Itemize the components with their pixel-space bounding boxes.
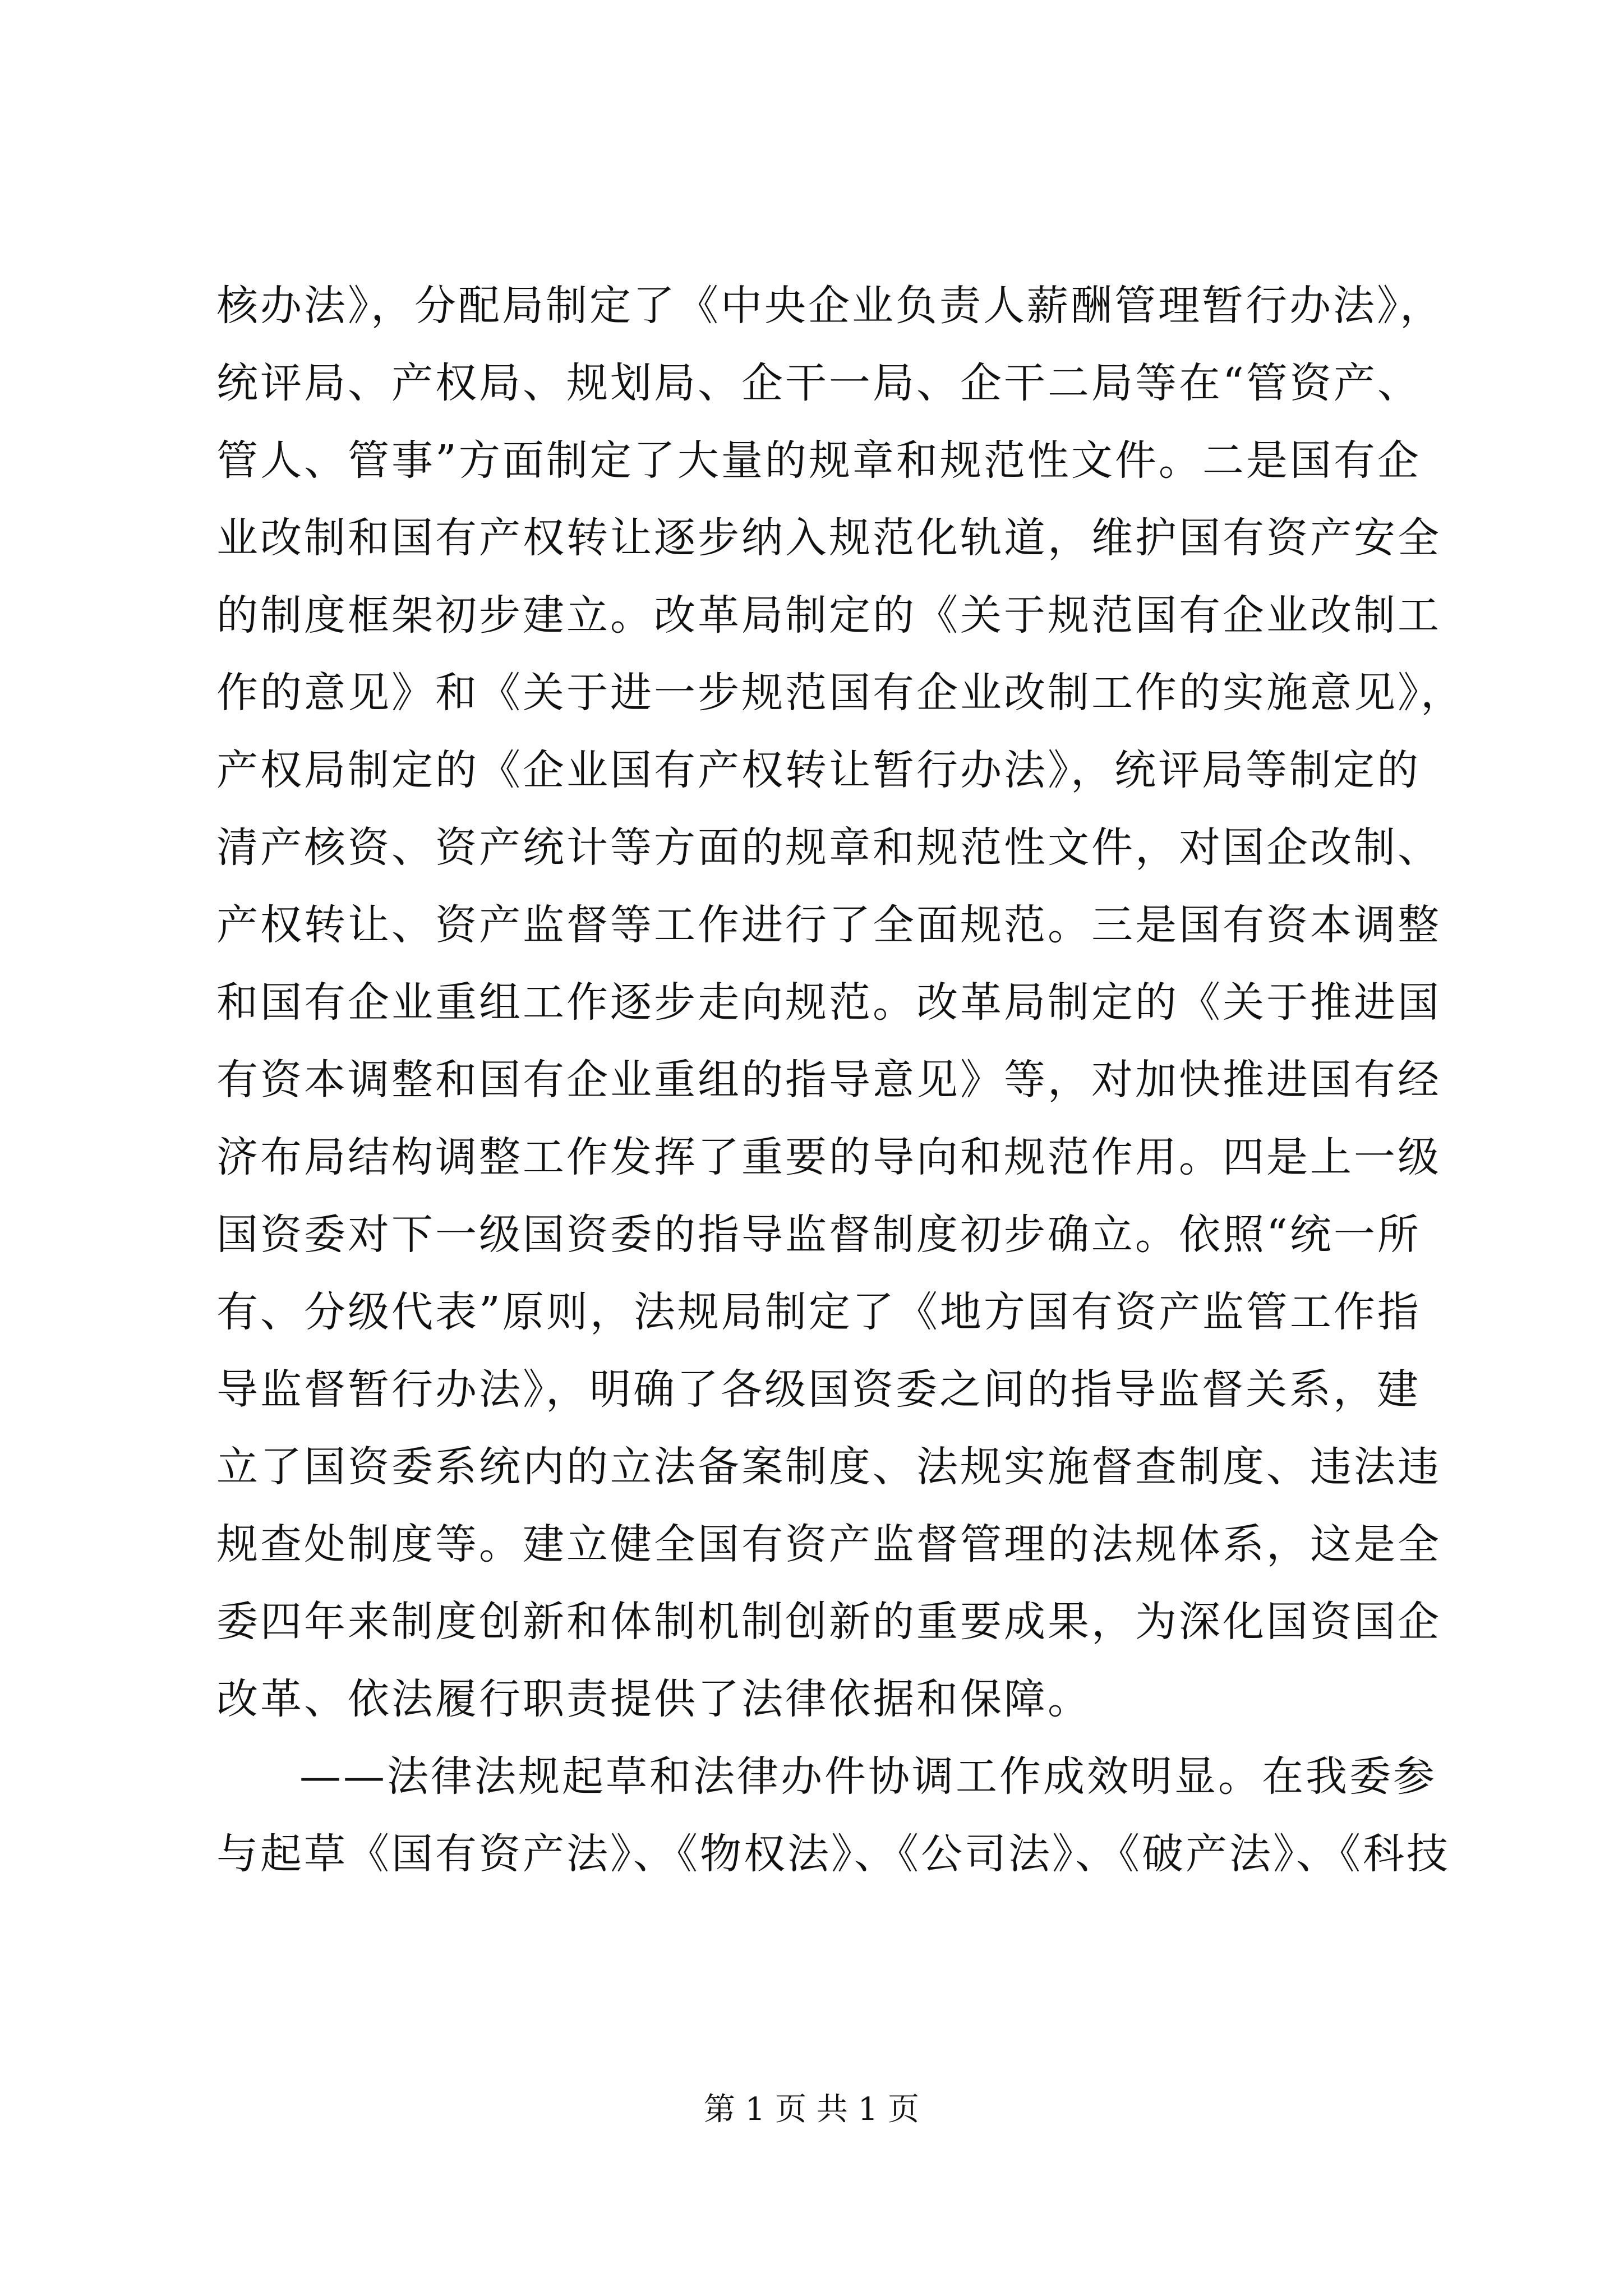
- text-line: 委四年来制度创新和体制机制创新的重要成果，为深化国资国企: [216, 1598, 1441, 1646]
- text-line: 导监督暂行办法》，明确了各级国资委之间的指导监督关系，建: [216, 1365, 1421, 1414]
- text-line: 作的意见》和《关于进一步规范国有企业改制工作的实施意见》，: [216, 669, 1464, 717]
- text-line: 产权转让、资产监督等工作进行了全面规范。三是国有资本调整: [216, 901, 1441, 949]
- body-text: [216, 267, 1464, 1893]
- text-line: 改革、依法履行职责提供了法律依据和保障。: [216, 1675, 1091, 1723]
- text-line: 立了国资委系统内的立法备案制度、法规实施督查制度、违法违: [216, 1443, 1441, 1491]
- text-line: 业改制和国有产权转让逐步纳入规范化轨道，维护国有资产安全: [216, 514, 1441, 562]
- text-line: 与起草《国有资产法》、《物权法》、《公司法》、《破产法》、《科技: [216, 1830, 1450, 1878]
- text-line: 和国有企业重组工作逐步走向规范。改革局制定的《关于推进国: [216, 978, 1441, 1027]
- text-line: 管人、管事”方面制定了大量的规章和规范性文件。二是国有企: [216, 436, 1421, 485]
- page-number: 第 1 页 共 1 页: [703, 2091, 920, 2128]
- text-line: 国资委对下一级国资委的指导监督制度初步确立。依照“统一所: [216, 1211, 1421, 1259]
- text-line: 济布局结构调整工作发挥了重要的导向和规范作用。四是上一级: [216, 1133, 1441, 1181]
- text-line: 产权局制定的《企业国有产权转让暂行办法》，统评局等制定的: [216, 746, 1421, 794]
- text-line: 统评局、产权局、规划局、企干一局、企干二局等在“管资产、: [216, 359, 1421, 407]
- text-line: 的制度框架初步建立。改革局制定的《关于规范国有企业改制工: [216, 591, 1441, 639]
- page-footer: [0, 2090, 1623, 2129]
- text-line: 有资本调整和国有企业重组的指导意见》等，对加快推进国有经: [216, 1056, 1441, 1104]
- text-line: 清产核资、资产统计等方面的规章和规范性文件，对国企改制、: [216, 823, 1441, 872]
- text-line: 核办法》，分配局制定了《中央企业负责人薪酬管理暂行办法》，: [216, 282, 1444, 330]
- text-line: ——法律法规起草和法律办件协调工作成效明显。在我委参: [299, 1752, 1437, 1801]
- text-line: 规查处制度等。建立健全国有资产监督管理的法规体系，这是全: [216, 1520, 1441, 1568]
- text-line: 有、分级代表”原则，法规局制定了《地方国有资产监管工作指: [216, 1288, 1421, 1336]
